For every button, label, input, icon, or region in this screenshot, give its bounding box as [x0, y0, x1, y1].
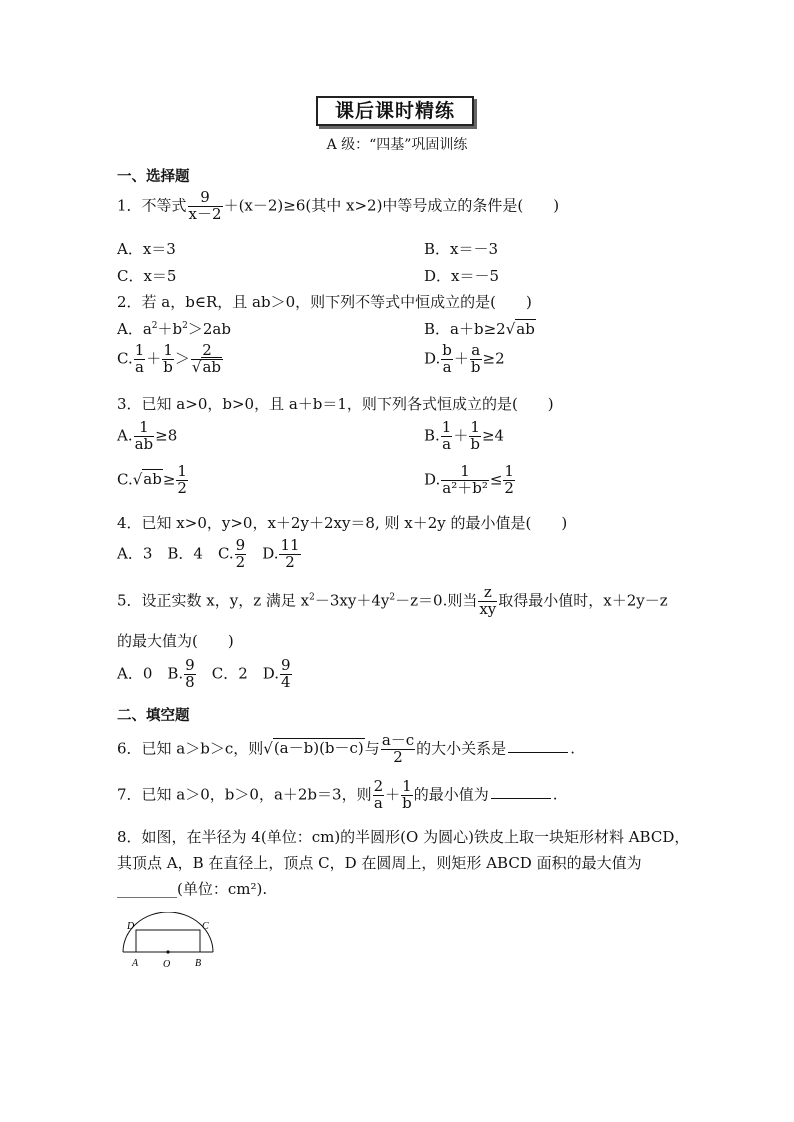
question-2: 2．若 a，b∈R，且 ab＞0，则下列不等式中恒成立的是( ): [117, 293, 532, 311]
answer-blank[interactable]: [491, 798, 551, 799]
question-5-line2: 的最大值为( ): [117, 632, 234, 650]
svg-text:A: A: [132, 958, 139, 969]
page-subtitle: A 级：“四基”巩固训练: [326, 137, 468, 153]
svg-text:D: D: [127, 921, 135, 932]
q3-option-d[interactable]: D. $\frac{1}{\text{a²＋b²}}$ ≤ $\frac{1}{2}$: [424, 462, 514, 497]
question-8-line2: 其顶点 A，B 在直径上，顶点 C，D 在圆周上，则矩形 ABCD 面积的最大值为: [117, 854, 642, 872]
question-6: 6．已知 a＞b＞c，则√(a－b)(b－c)与 $\frac{a-c}{2}$ 的大小关系是 .: [117, 731, 575, 766]
semicircle-figure: [117, 912, 221, 974]
q2-option-c[interactable]: C. $\frac{1}{a}$ ＋ $\frac{1}{b}$ ＞ $\frac{2}{√ab}$: [117, 341, 222, 376]
svg-text:B: B: [195, 958, 202, 969]
svg-text:C: C: [202, 921, 209, 932]
q1-option-b[interactable]: B．x＝－3: [424, 240, 499, 258]
q3-option-c[interactable]: C.√ab≥ $\frac{1}{2}$: [117, 462, 187, 497]
q2-option-b[interactable]: B．a＋b≥2√ab: [424, 320, 535, 338]
section-fill: 二、填空题: [117, 707, 190, 724]
q3-option-b[interactable]: B. $\frac{1}{a}$ ＋ $\frac{1}{b}$ ≥4: [424, 418, 505, 453]
question-3: 3．已知 a>0，b>0，且 a＋b＝1，则下列各式恒成立的是( ): [117, 395, 554, 413]
q1-option-c[interactable]: C．x＝5: [117, 267, 177, 285]
q4-options[interactable]: A．3 B．4 C. $\frac{9}{2}$ D. $\frac{11}{2}$: [117, 536, 300, 571]
q1-option-d[interactable]: D．x＝－5: [424, 267, 500, 285]
question-5: 5．设正实数 x，y，z 满足 $x^2-3xy+4y^2-z=0$.则当 $\frac{z}{xy}$ 取得最小值时，x＋2y－z: [117, 583, 668, 618]
svg-text:O: O: [163, 959, 171, 970]
section-choice: 一、选择题: [117, 168, 190, 185]
q5-options[interactable]: A．0 B. $\frac{9}{8}$ C．2 D. $\frac{9}{4}$: [117, 656, 291, 691]
q1-option-a[interactable]: A．x＝3: [117, 240, 176, 258]
question-4: 4．已知 x>0，y>0，x＋2y＋2xy＝8, 则 x＋2y 的最小值是( ): [117, 514, 568, 532]
q2-option-a[interactable]: A．$a^2+b^2>2ab$: [117, 320, 231, 338]
q3-option-a[interactable]: A. $\frac{1}{ab}$ ≥8: [117, 418, 178, 453]
question-7: 7．已知 a＞0，b＞0，a＋2b＝3，则 $\frac{2}{a}$ ＋ $\frac{1}{b}$ 的最小值为 .: [117, 777, 558, 812]
q2-option-d[interactable]: D. $\frac{b}{a}$ ＋ $\frac{a}{b}$ ≥2: [424, 341, 505, 376]
question-8-line3: ________(单位：cm²).: [117, 880, 268, 898]
question-8-line1: 8．如图，在半径为 4(单位：cm)的半圆形(O 为圆心)铁皮上取一块矩形材料 ABCD，: [117, 828, 690, 846]
answer-blank[interactable]: [508, 752, 568, 753]
fraction: $\frac{9}{x-2}$: [188, 188, 222, 223]
page-title: 课后课时精练: [316, 96, 474, 126]
question-1: 1．不等式 $\frac{9}{x-2}$ ＋(x－2)≥6(其中 x>2)中等号成立的条件是( ): [117, 188, 560, 223]
